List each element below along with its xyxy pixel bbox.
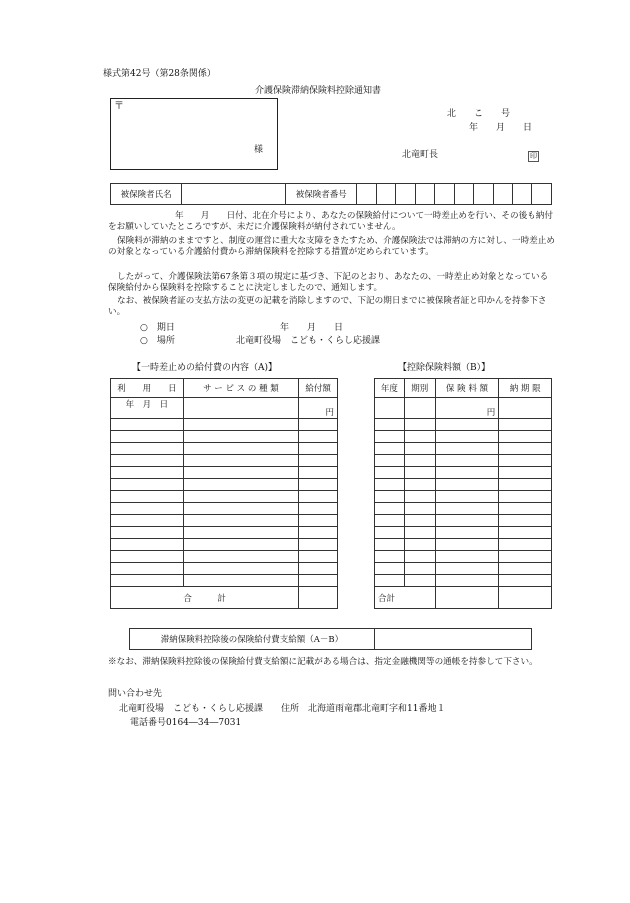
table-b-cell[interactable] xyxy=(375,563,405,575)
table-row xyxy=(375,467,552,479)
address-box xyxy=(110,98,278,170)
table-a-cell[interactable] xyxy=(111,539,184,551)
table-b-cell[interactable] xyxy=(499,515,552,527)
table-row xyxy=(111,419,338,431)
table-b-cell[interactable] xyxy=(404,398,435,419)
table-row xyxy=(111,443,338,455)
due-date-value: 年 月 日 xyxy=(280,323,344,333)
table-b-cell[interactable] xyxy=(404,575,435,587)
table-row xyxy=(375,479,552,491)
table-a-first-date: 年 月 日 xyxy=(111,398,184,419)
insured-number-cell[interactable] xyxy=(512,184,531,205)
table-b-cell[interactable] xyxy=(499,431,552,443)
table-a-cell[interactable] xyxy=(299,539,338,551)
table-a-cell[interactable] xyxy=(299,503,338,515)
table-b-cell[interactable] xyxy=(435,503,499,515)
table-a xyxy=(110,378,338,609)
table-a-cell[interactable] xyxy=(299,479,338,491)
issue-date: 年 月 日 xyxy=(469,123,533,133)
table-b-cell[interactable] xyxy=(499,443,552,455)
table-a-cell[interactable] xyxy=(299,419,338,431)
note-text xyxy=(108,657,558,668)
table-a-cell[interactable] xyxy=(111,527,184,539)
body-paragraph-2: 保険料が滞納のままですと、制度の運営に重大な支障をきたすため、介護保険法では滞納の方に対し、一時差止めの対象となっている介護給付費から滞納保険料を控除する措置が定められています。 xyxy=(108,236,555,257)
table-a-cell[interactable] xyxy=(183,479,298,491)
table-b-cell[interactable] xyxy=(435,551,499,563)
table-b-cell[interactable] xyxy=(375,539,405,551)
table-b-cell[interactable] xyxy=(435,443,499,455)
insured-number-cell[interactable] xyxy=(532,184,552,205)
insured-number-cell[interactable] xyxy=(357,184,376,205)
table-a-total-label: 合 計 xyxy=(111,587,299,609)
document-number: 北 こ 号 xyxy=(447,109,511,119)
table-b-cell[interactable] xyxy=(435,467,499,479)
honorific: 様 xyxy=(254,145,264,155)
table-a-cell[interactable] xyxy=(183,419,298,431)
table-b-header-amount: 保 険 料 額 xyxy=(435,379,499,398)
table-b-header-due: 納 期 限 xyxy=(499,379,552,398)
body-paragraph-1: 年 月 日付、北在介号により、あなたの保険給付について一時差止めを行い、その後も納付をお願いしていたところですが、未だに介護保険料が納付されていません。 xyxy=(108,211,553,232)
table-a-cell[interactable] xyxy=(111,479,184,491)
table-row xyxy=(111,575,338,587)
table-b-cell[interactable] xyxy=(499,503,552,515)
body-paragraph-3: したがって、介護保険法第67条第３項の規定に基づき、下記のとおり、あなたの、一時差止め対象となっている保険給付から保険料を控除することに決定しましたので、通知します。 xyxy=(108,272,549,293)
table-b-cell[interactable] xyxy=(404,503,435,515)
table-a-cell[interactable] xyxy=(299,443,338,455)
table-b-cell[interactable] xyxy=(375,467,405,479)
table-b-cell[interactable] xyxy=(375,455,405,467)
table-b-cell[interactable] xyxy=(435,491,499,503)
table-a-cell[interactable] xyxy=(111,467,184,479)
table-a-cell[interactable] xyxy=(183,527,298,539)
table-a-cell[interactable] xyxy=(183,431,298,443)
table-b-cell[interactable] xyxy=(404,431,435,443)
table-b-cell[interactable] xyxy=(499,539,552,551)
table-b-cell[interactable] xyxy=(375,575,405,587)
table-b-total-cell[interactable] xyxy=(435,587,499,609)
contact-line-2: 電話番号0164―34―7031 xyxy=(130,718,242,728)
table-a-cell[interactable] xyxy=(183,563,298,575)
table-b-cell[interactable] xyxy=(435,575,499,587)
table-b-cell[interactable] xyxy=(375,551,405,563)
table-row xyxy=(111,491,338,503)
insured-number-cell[interactable] xyxy=(454,184,473,205)
table-b-cell[interactable] xyxy=(404,455,435,467)
table-row xyxy=(111,551,338,563)
location-label: ○ 場所 xyxy=(140,336,175,346)
table-row xyxy=(375,491,552,503)
table-row xyxy=(375,515,552,527)
table-a-cell[interactable] xyxy=(183,455,298,467)
table-a-cell[interactable] xyxy=(111,431,184,443)
table-b-cell[interactable] xyxy=(499,467,552,479)
table-b-total-label: 合計 xyxy=(375,587,436,609)
table-a-cell[interactable] xyxy=(183,515,298,527)
table-a-cell[interactable] xyxy=(183,398,298,419)
table-b-cell[interactable] xyxy=(435,527,499,539)
table-a-cell[interactable] xyxy=(183,551,298,563)
insured-number-cell[interactable] xyxy=(493,184,512,205)
table-row xyxy=(375,563,552,575)
table-b-cell[interactable] xyxy=(499,575,552,587)
table-a-cell[interactable] xyxy=(111,503,184,515)
insured-name-label: 被保険者氏名 xyxy=(111,184,182,205)
table-a-cell[interactable] xyxy=(299,455,338,467)
table-row xyxy=(375,575,552,587)
table-row xyxy=(375,551,552,563)
table-b-cell[interactable] xyxy=(435,419,499,431)
table-b-cell[interactable] xyxy=(375,527,405,539)
table-b-total-cell[interactable] xyxy=(499,587,552,609)
insured-number-cell[interactable] xyxy=(396,184,415,205)
postal-mark: 〒 xyxy=(114,101,124,112)
insured-number-cell[interactable] xyxy=(415,184,434,205)
insured-number-cell[interactable] xyxy=(376,184,395,205)
table-row xyxy=(375,443,552,455)
sender-name: 北竜町長 xyxy=(402,150,439,160)
table-row xyxy=(111,431,338,443)
table-b-caption: 【控除保険料額（B）】 xyxy=(398,363,491,373)
table-a-cell[interactable] xyxy=(299,551,338,563)
table-a-cell[interactable] xyxy=(299,563,338,575)
table-b-cell[interactable] xyxy=(404,479,435,491)
table-b-cell[interactable] xyxy=(499,419,552,431)
table-a-caption: 【一時差止めの給付費の内容（A)】 xyxy=(132,363,278,373)
table-a-cell[interactable] xyxy=(299,431,338,443)
table-row xyxy=(111,539,338,551)
table-a-header-service: サ ー ビ ス の 種 類 xyxy=(183,379,298,398)
table-a-cell[interactable] xyxy=(183,575,298,587)
contact-line-1: 北竜町役場 こども・くらし応援課 住所 北海道雨竜郡北竜町字和11番地１ xyxy=(119,704,446,714)
table-b-cell[interactable] xyxy=(499,479,552,491)
table-b-yen: 円 xyxy=(435,398,499,419)
net-payment-label: 滞納保険料控除後の保険給付費支給額（A－B） xyxy=(130,629,375,650)
table-a-cell[interactable] xyxy=(299,467,338,479)
table-a-cell[interactable] xyxy=(299,575,338,587)
table-b-header-term: 期別 xyxy=(404,379,435,398)
table-a-cell[interactable] xyxy=(183,503,298,515)
table-b-cell[interactable] xyxy=(375,443,405,455)
table-a-header-amount: 給付額 xyxy=(299,379,338,398)
table-row xyxy=(375,431,552,443)
table-row xyxy=(111,527,338,539)
table-a-cell[interactable] xyxy=(183,467,298,479)
table-b-cell[interactable] xyxy=(404,539,435,551)
table-b-cell[interactable] xyxy=(375,398,405,419)
table-row xyxy=(111,479,338,491)
table-row xyxy=(375,419,552,431)
table-row xyxy=(111,467,338,479)
table-a-total-cell[interactable] xyxy=(299,587,338,609)
table-b-cell[interactable] xyxy=(375,503,405,515)
table-b-cell[interactable] xyxy=(404,419,435,431)
table-row xyxy=(111,455,338,467)
insured-number-label: 被保険者番号 xyxy=(286,184,357,205)
body-paragraph-4: なお、被保険者証の支払方法の変更の記載を消除しますので、下記の期日までに被保険者証と印かんを持参下さい。 xyxy=(108,296,547,317)
insured-number-cell[interactable] xyxy=(474,184,493,205)
table-a-cell[interactable] xyxy=(299,527,338,539)
table-b-cell[interactable] xyxy=(499,455,552,467)
table-b-cell[interactable] xyxy=(404,527,435,539)
table-row xyxy=(375,503,552,515)
table-b-cell[interactable] xyxy=(435,539,499,551)
table-b-cell[interactable] xyxy=(375,419,405,431)
table-a-cell[interactable] xyxy=(299,491,338,503)
table-b-cell[interactable] xyxy=(375,491,405,503)
net-payment-table xyxy=(129,628,532,650)
table-b-cell[interactable] xyxy=(375,431,405,443)
table-a-cell[interactable] xyxy=(183,539,298,551)
table-a-cell[interactable] xyxy=(183,491,298,503)
table-b-cell[interactable] xyxy=(435,563,499,575)
seal-mark: 印 xyxy=(530,152,537,160)
table-b-cell[interactable] xyxy=(404,551,435,563)
table-b-cell[interactable] xyxy=(404,491,435,503)
table-b-cell[interactable] xyxy=(499,398,552,419)
table-row xyxy=(375,527,552,539)
table-b xyxy=(374,378,552,609)
table-b-cell[interactable] xyxy=(404,563,435,575)
table-b-cell[interactable] xyxy=(404,443,435,455)
table-row xyxy=(111,563,338,575)
contact-heading: 問い合わせ先 xyxy=(108,689,163,699)
table-a-cell[interactable] xyxy=(111,491,184,503)
table-b-cell[interactable] xyxy=(435,515,499,527)
table-a-cell[interactable] xyxy=(299,515,338,527)
table-a-cell[interactable] xyxy=(111,563,184,575)
form-id: 様式第42号（第28条関係） xyxy=(103,69,216,79)
table-a-cell[interactable] xyxy=(111,455,184,467)
table-a-cell[interactable] xyxy=(111,419,184,431)
location-value: 北竜町役場 こども・くらし応援課 xyxy=(236,336,381,346)
table-b-cell[interactable] xyxy=(435,455,499,467)
table-row xyxy=(375,455,552,467)
document-title: 介護保険滞納保険料控除通知書 xyxy=(255,86,382,96)
table-a-cell[interactable] xyxy=(111,515,184,527)
table-row xyxy=(375,539,552,551)
note-content: ※なお、滞納保険料控除後の保険給付費支給額に記載がある場合は、指定金融機関等の通帳を持参して下さい。 xyxy=(108,657,538,667)
insured-number-cell[interactable] xyxy=(435,184,454,205)
table-row xyxy=(111,515,338,527)
table-b-cell[interactable] xyxy=(435,431,499,443)
insured-name-field[interactable] xyxy=(182,184,286,205)
table-a-cell[interactable] xyxy=(183,443,298,455)
table-b-cell[interactable] xyxy=(375,515,405,527)
table-a-cell[interactable] xyxy=(111,575,184,587)
insured-info-table xyxy=(110,183,552,205)
table-b-cell[interactable] xyxy=(404,467,435,479)
table-b-header-year: 年度 xyxy=(375,379,405,398)
table-b-cell[interactable] xyxy=(499,527,552,539)
table-b-cell[interactable] xyxy=(435,479,499,491)
net-payment-value[interactable] xyxy=(375,629,532,650)
table-row xyxy=(111,503,338,515)
table-a-yen: 円 xyxy=(299,398,338,419)
table-a-cell[interactable] xyxy=(111,443,184,455)
table-a-header-date: 利 用 日 xyxy=(111,379,184,398)
table-b-cell[interactable] xyxy=(499,491,552,503)
table-b-cell[interactable] xyxy=(375,479,405,491)
table-a-cell[interactable] xyxy=(111,551,184,563)
table-b-cell[interactable] xyxy=(499,551,552,563)
due-date-label: ○ 期日 xyxy=(140,323,175,333)
table-b-cell[interactable] xyxy=(499,563,552,575)
table-b-cell[interactable] xyxy=(404,515,435,527)
